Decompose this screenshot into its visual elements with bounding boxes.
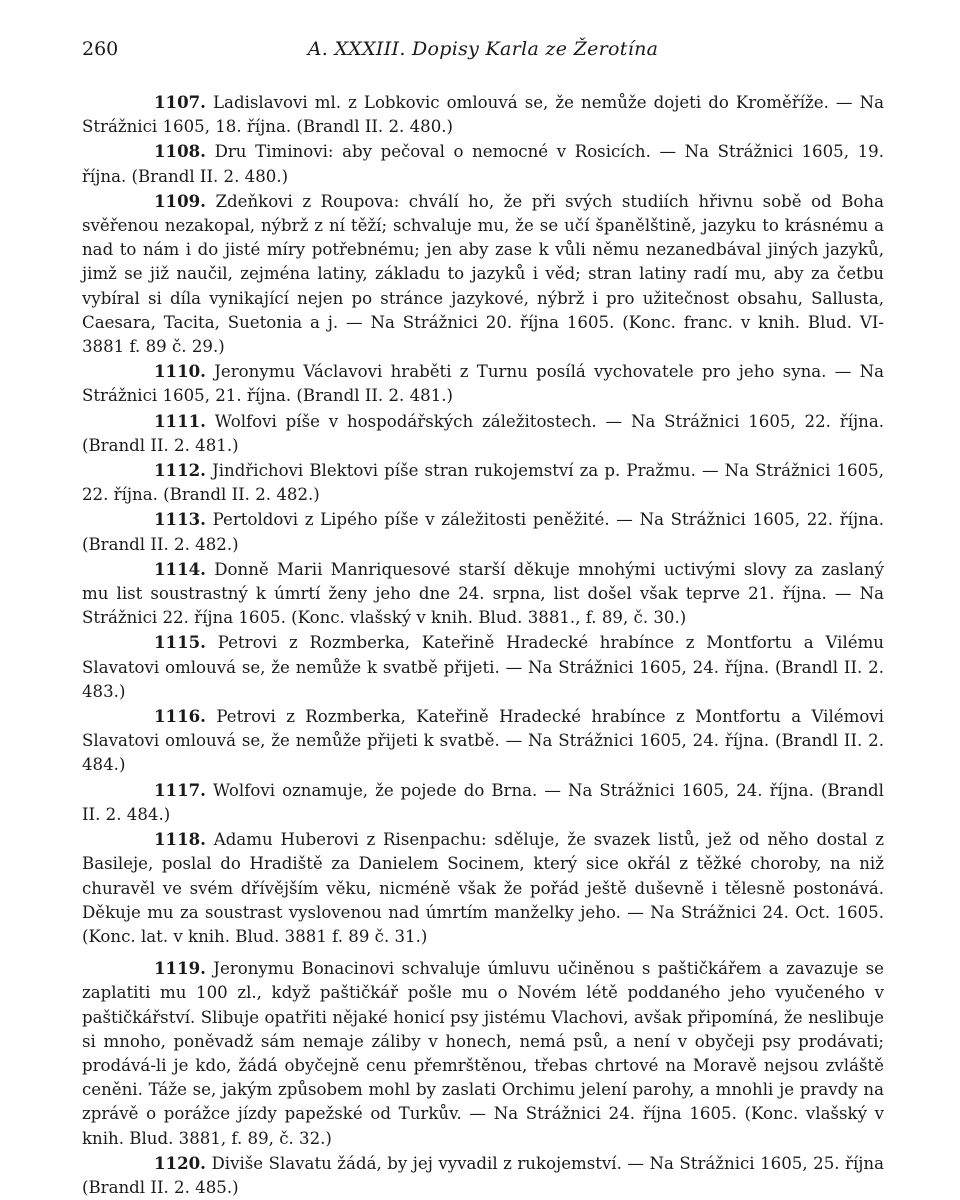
- entries-list: [82, 90, 884, 1200]
- entry-number: 1114.: [154, 558, 206, 579]
- document-page: [82, 34, 884, 1200]
- entry-1112: [82, 458, 884, 507]
- entry-1116: [82, 704, 884, 778]
- entry-text: Donně Marii Manriquesové starší děkuje mnohými uctivými slovy za zaslaný mu list soustrastný k úmrtí ženy jeho dne 24. srpna, list došel však teprve 21. října. — Na Strážnici 22. října 1605. (Konc. vlašský v knih. Blud. 3881., f. 89, č. 30.): [82, 559, 884, 628]
- entry-text: Diviše Slavatu žádá, by jej vyvadil z rukojemství. — Na Strážnici 1605, 25. října (Brandl II. 2. 485.): [82, 1153, 884, 1197]
- entry-text: Petrovi z Rozmberka, Kateřině Hradecké hrabínce z Montfortu a Vilémovi Slavatovi omlouvá se, že nemůže přijeti k svatbě. — Na Strážnici 1605, 24. října. (Brandl II. 2. 484.): [82, 707, 884, 775]
- entry-number: 1110.: [154, 361, 206, 382]
- entry-text: Dru Timinovi: aby pečoval o nemocné v Rosicích. — Na Strážnici 1605, 19. října. (Brandl II. 2. 480.): [82, 142, 884, 186]
- entry-1114: [82, 557, 884, 631]
- entry-1118: [82, 827, 884, 949]
- entry-text: Wolfovi píše v hospodářských záležitostech. — Na Strážnici 1605, 22. října. (Brandl II. 2. 481.): [82, 411, 884, 455]
- entry-1120: [82, 1151, 884, 1200]
- entry-text: Wolfovi oznamuje, že pojede do Brna. — Na Strážnici 1605, 24. října. (Brandl II. 2. 484.): [82, 780, 884, 824]
- entry-1117: [82, 778, 884, 827]
- entry-number: 1112.: [154, 460, 206, 481]
- entry-number: 1107.: [154, 92, 206, 112]
- entry-number: 1119.: [154, 958, 206, 979]
- page-number: 260: [82, 38, 119, 60]
- entry-number: 1111.: [154, 410, 206, 431]
- entry-text: Zdeňkovi z Roupova: chválí ho, že při svých studiích hřivnu sobě od Boha svěřenou nezakopal, nýbrž z ní těží; schvaluje mu, že se učí španělštině, jazyku to krásnému a nad to nám i do jisté míry potřebnému; jen aby zase k vůli němu nezanedbával jiných jazyků, jimž se již naučil, zejména latiny, základu to jazyků i věd; stran latiny radí mu, aby za četbu vybíral si díla vynikající nejen po stránce jazykové, nýbrž i pro užitečnost obsahu, Sallusta, Caesara, Tacita, Suetonia a j. — Na Strážnici 20. října 1605. (Konc. franc. v knih. Blud. VI-3881 f. 89 č. 29.): [82, 191, 884, 357]
- running-head: [82, 34, 884, 64]
- entry-number: 1117.: [154, 779, 206, 800]
- entry-number: 1115.: [154, 632, 206, 653]
- entry-1107: [82, 90, 884, 139]
- entry-number: 1108.: [154, 141, 206, 162]
- entry-number: 1120.: [154, 1152, 206, 1173]
- entry-1109: [82, 189, 884, 359]
- entry-1110: [82, 359, 884, 408]
- entry-text: Adamu Huberovi z Risenpachu: sděluje, že svazek listů, jež od něho dostal z Basileje, poslal do Hradiště za Danielem Socinem, který sice okřál z těžké choroby, na niž churavěl ve svém dřívějším věku, nicméně však že pořád ještě duševně i tělesně postonává. Děkuje mu za soustrast vyslovenou nad úmrtím manželky jeho. — Na Strážnici 24. Oct. 1605. (Konc. lat. v knih. Blud. 3881 f. 89 č. 31.): [82, 830, 884, 946]
- entry-number: 1118.: [154, 829, 206, 850]
- header-title: A. XXXIII. Dopisy Karla ze Žerotína: [307, 38, 659, 60]
- entry-text: Ladislavovi ml. z Lobkovic omlouvá se, že nemůže dojeti do Kroměříže. — Na Strážnici 1605, 18. října. (Brandl II. 2. 480.): [82, 93, 884, 137]
- entry-number: 1109.: [154, 190, 206, 211]
- entry-text: Jindřichovi Blektovi píše stran rukojemství za p. Pražmu. — Na Strážnici 1605, 22. října. (Brandl II. 2. 482.): [82, 461, 884, 505]
- entry-number: 1116.: [154, 706, 206, 727]
- entry-1108: [82, 139, 884, 188]
- entry-1119: [82, 956, 884, 1151]
- entry-1113: [82, 507, 884, 556]
- entry-text: Pertoldovi z Lipého píše v záležitosti peněžité. — Na Strážnici 1605, 22. října. (Brandl II. 2. 482.): [82, 510, 884, 554]
- entry-1115: [82, 630, 884, 704]
- entry-1111: [82, 409, 884, 458]
- entry-text: Jeronymu Václavovi hraběti z Turnu posílá vychovatele pro jeho syna. — Na Strážnici 1605, 21. října. (Brandl II. 2. 481.): [82, 362, 884, 406]
- entry-text: Jeronymu Bonacinovi schvaluje úmluvu učiněnou s paštičkářem a zavazuje se zaplatiti mu 100 zl., když paštičkář pošle mu o Novém létě poddaného jeho vyučeného v paštičkářství. Slibuje opatřiti nějaké honicí psy jistému Vlachovi, avšak připomíná, že neslibuje si mnoho, poněvadž sám nemaje záliby v honech, nemá psů, a není v obyčeji psy prodávati; prodává-li je kdo, žádá obyčejně cenu přemrštěnou, třebas chrtové na Moravě nejsou zvláště ceněni. Táže se, jakým způsobem mohl by zaslati Orchimu jelení parohy, a mnohli je pravdy na zprávě o porážce jízdy papežské od Turkův. — Na Strážnici 24. října 1605. (Konc. vlašský v knih. Blud. 3881, f. 89, č. 32.): [82, 959, 884, 1148]
- entry-text: Petrovi z Rozmberka, Kateřině Hradecké hrabínce z Montfortu a Vilému Slavatovi omlouvá se, že nemůže k svatbě přijeti. — Na Strážnici 1605, 24. října. (Brandl II. 2. 483.): [82, 633, 884, 701]
- entry-number: 1113.: [154, 509, 206, 530]
